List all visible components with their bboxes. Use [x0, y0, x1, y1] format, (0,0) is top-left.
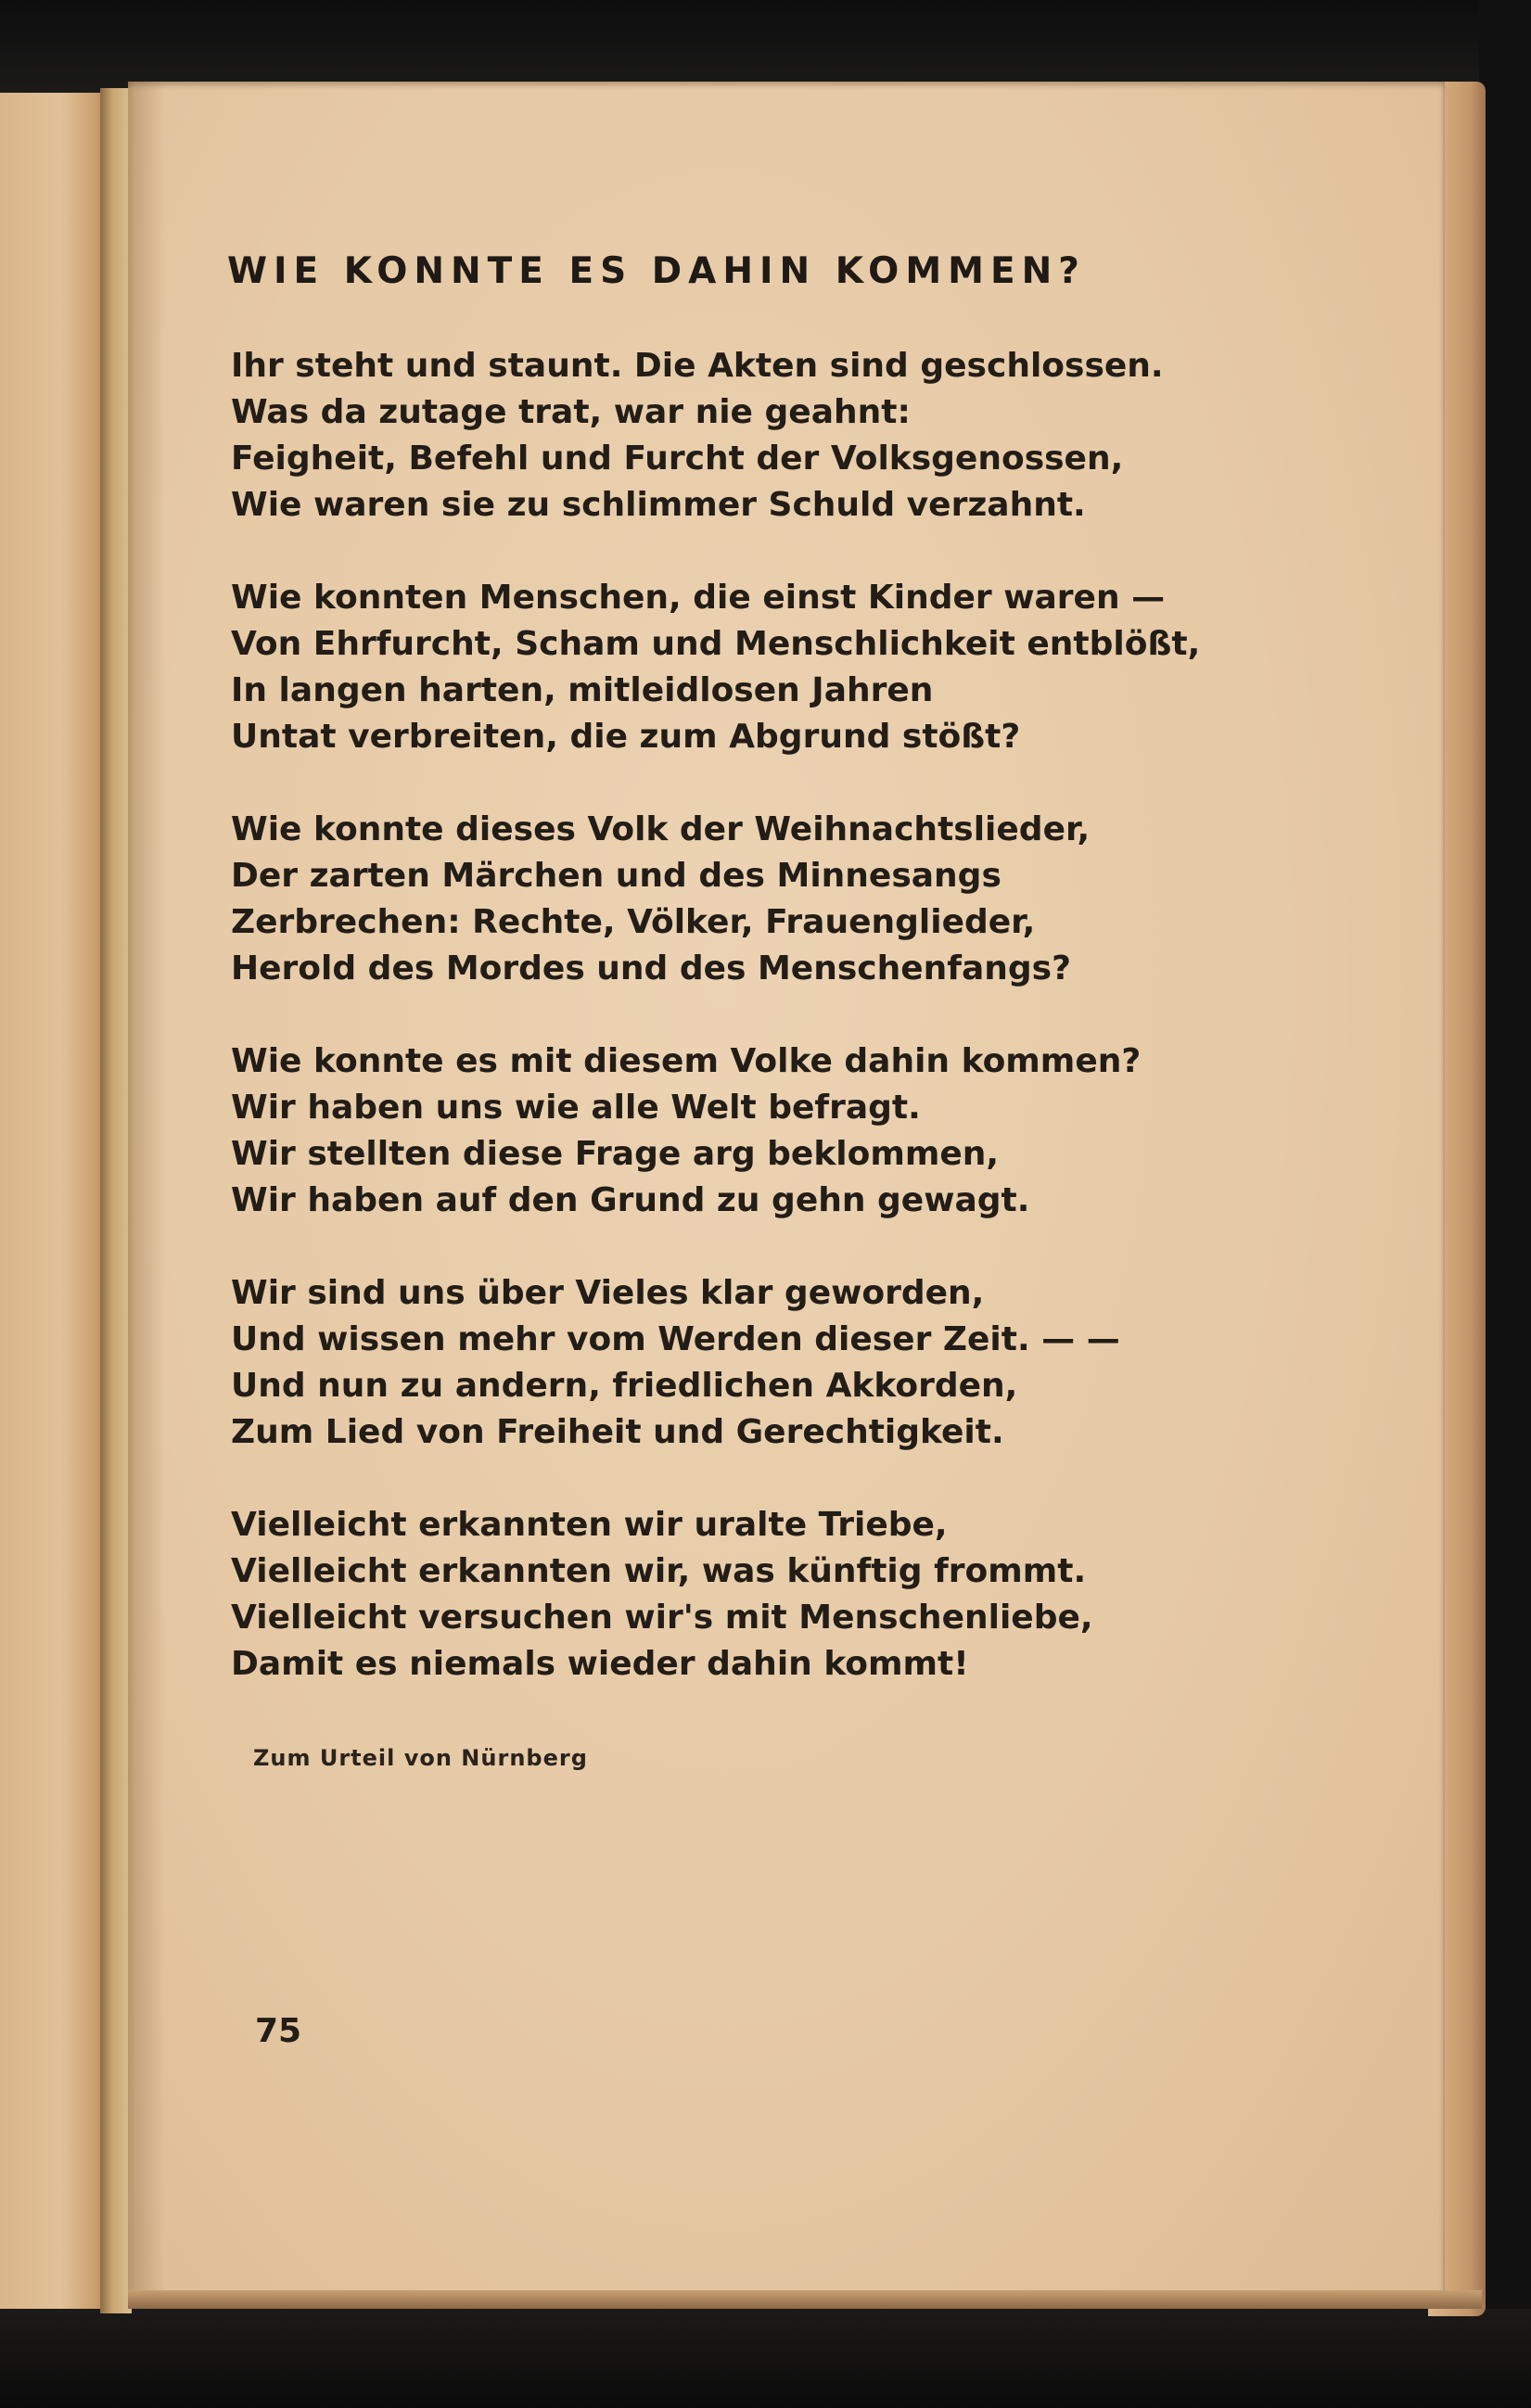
poem-line: Wir haben uns wie alle Welt befragt. — [231, 1089, 921, 1127]
background-bottom — [0, 2309, 1531, 2408]
background-right — [1479, 0, 1531, 2408]
poem-line: In langen harten, mitleidlosen Jahren — [231, 671, 934, 709]
poem-line: Vielleicht versuchen wir's mit Menschenliebe, — [231, 1599, 1093, 1637]
poem-line: Was da zutage trat, war nie geahnt: — [231, 393, 911, 431]
poem-line: Zum Lied von Freiheit und Gerechtigkeit. — [231, 1413, 1004, 1451]
poem-line: Und wissen mehr vom Werden dieser Zeit. — — — [231, 1320, 1120, 1358]
gutter-shadow — [128, 82, 165, 2307]
poem-line: Der zarten Märchen und des Minnesangs — [231, 857, 1002, 895]
source-note: Zum Urteil von Nürnberg — [253, 1745, 588, 1771]
poem-line: Vielleicht erkannten wir, was künftig frommt. — [231, 1552, 1087, 1590]
poem-line: Herold des Mordes und des Menschenfangs? — [231, 949, 1071, 987]
poem — [231, 343, 1201, 1734]
page-bottom-edge — [128, 2290, 1482, 2309]
poem-line: Feigheit, Befehl und Furcht der Volksgenossen, — [231, 440, 1124, 478]
book-gutter — [100, 88, 132, 2313]
stanza — [231, 1270, 1195, 1456]
stanza — [231, 575, 1201, 760]
page-number: 75 — [255, 2012, 302, 2050]
poem-line: Wie konnte dieses Volk der Weihnachtslieder, — [231, 810, 1091, 848]
poem-line: Damit es niemals wieder dahin kommt! — [231, 1645, 969, 1683]
poem-title: WIE KONNTE ES DAHIN KOMMEN? — [227, 250, 1086, 292]
poem-line: Ihr steht und staunt. Die Akten sind geschlossen. — [231, 347, 1164, 385]
poem-line: Und nun zu andern, friedlichen Akkorden, — [231, 1367, 1018, 1405]
poem-line: Vielleicht erkannten wir uralte Triebe, — [231, 1506, 948, 1544]
poem-line: Wie konnte es mit diesem Volke dahin kommen? — [231, 1042, 1142, 1080]
poem-line: Wir haben auf den Grund zu gehn gewagt. — [231, 1181, 1030, 1219]
stanza — [231, 1038, 1195, 1224]
facing-page-edge — [0, 93, 111, 2309]
poem-line: Untat verbreiten, die zum Abgrund stößt? — [231, 718, 1021, 756]
poem-line: Wie waren sie zu schlimmer Schuld verzahnt. — [231, 486, 1086, 524]
stanza — [231, 1502, 1195, 1688]
stanza — [231, 807, 1195, 992]
poem-line: Wie konnten Menschen, die einst Kinder waren — — [231, 579, 1166, 617]
poem-line: Von Ehrfurcht, Scham und Menschlichkeit entblößt, — [231, 625, 1201, 663]
poem-line: Zerbrechen: Rechte, Völker, Frauenglieder, — [231, 903, 1036, 941]
stanza — [231, 343, 1195, 529]
poem-line: Wir stellten diese Frage arg beklommen, — [231, 1135, 1000, 1173]
poem-line: Wir sind uns über Vieles klar geworden, — [231, 1274, 985, 1312]
